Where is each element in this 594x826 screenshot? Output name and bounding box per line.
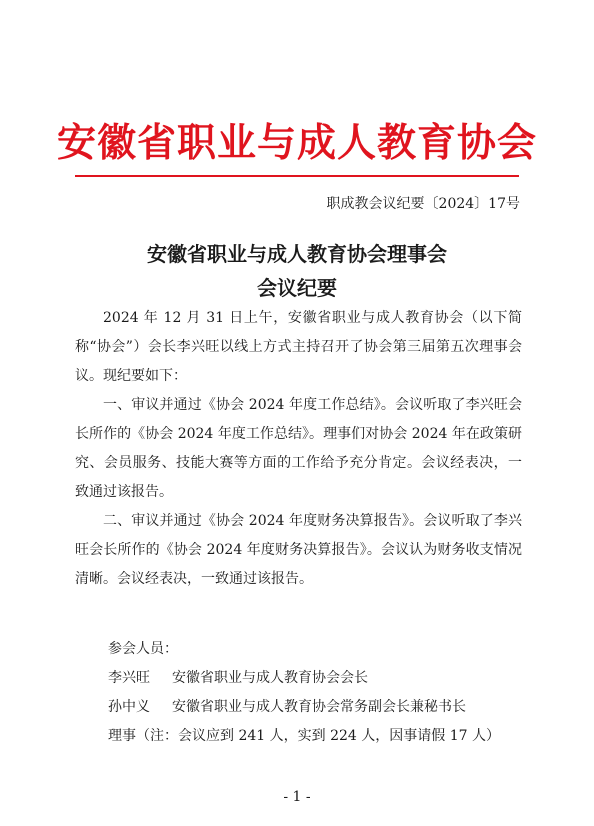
attendees-heading: 参会人员： [108,641,178,657]
red-divider-line [75,175,519,177]
attendees-note: 理事（注：会议应到 241 人，实到 224 人，因事请假 17 人） [108,728,500,744]
attendee-name: 李兴旺 [108,670,150,686]
paragraph-intro: 2024 年 12 月 31 日上午，安徽省职业与成人教育协会（以下简称“协会”）会长李兴旺以线上方式主持召开了协会第三届第五次理事会议。现纪要如下： [75,310,522,384]
paragraph-item-1: 一、审议并通过《协会 2024 年度工作总结》。会议听取了李兴旺会长所作的《协会 2024 年度工作总结》。理事们对协会 2024 年在政策研究、会员服务、技能大赛等方面的工作给予充分肯定。会议经表决，一致通过该报告。 [75,397,522,500]
attendee-role: 安徽省职业与成人教育协会常务副会长兼秘书长 [172,699,466,715]
attendees-section [108,635,500,751]
attendee-role: 安徽省职业与成人教育协会会长 [172,670,368,686]
document-title-line1: 安徽省职业与成人教育协会理事会 [147,242,447,266]
attendee-row [108,693,500,722]
attendee-row [108,664,500,693]
document-body [75,304,522,594]
attendee-name: 孙中义 [108,699,150,715]
page-number: - 1 - [283,789,311,805]
paragraph-item-2: 二、审议并通过《协会 2024 年度财务决算报告》。会议听取了李兴旺会长所作的《协会 2024 年度财务决算报告》。会议认为财务收支情况清晰。会议经表决，一致通过该报告。 [75,513,522,587]
document-number: 职成教会议纪要〔2024〕17号 [326,196,520,212]
document-title-line2: 会议纪要 [257,276,337,300]
masthead-title: 安徽省职业与成人教育协会 [56,121,537,166]
